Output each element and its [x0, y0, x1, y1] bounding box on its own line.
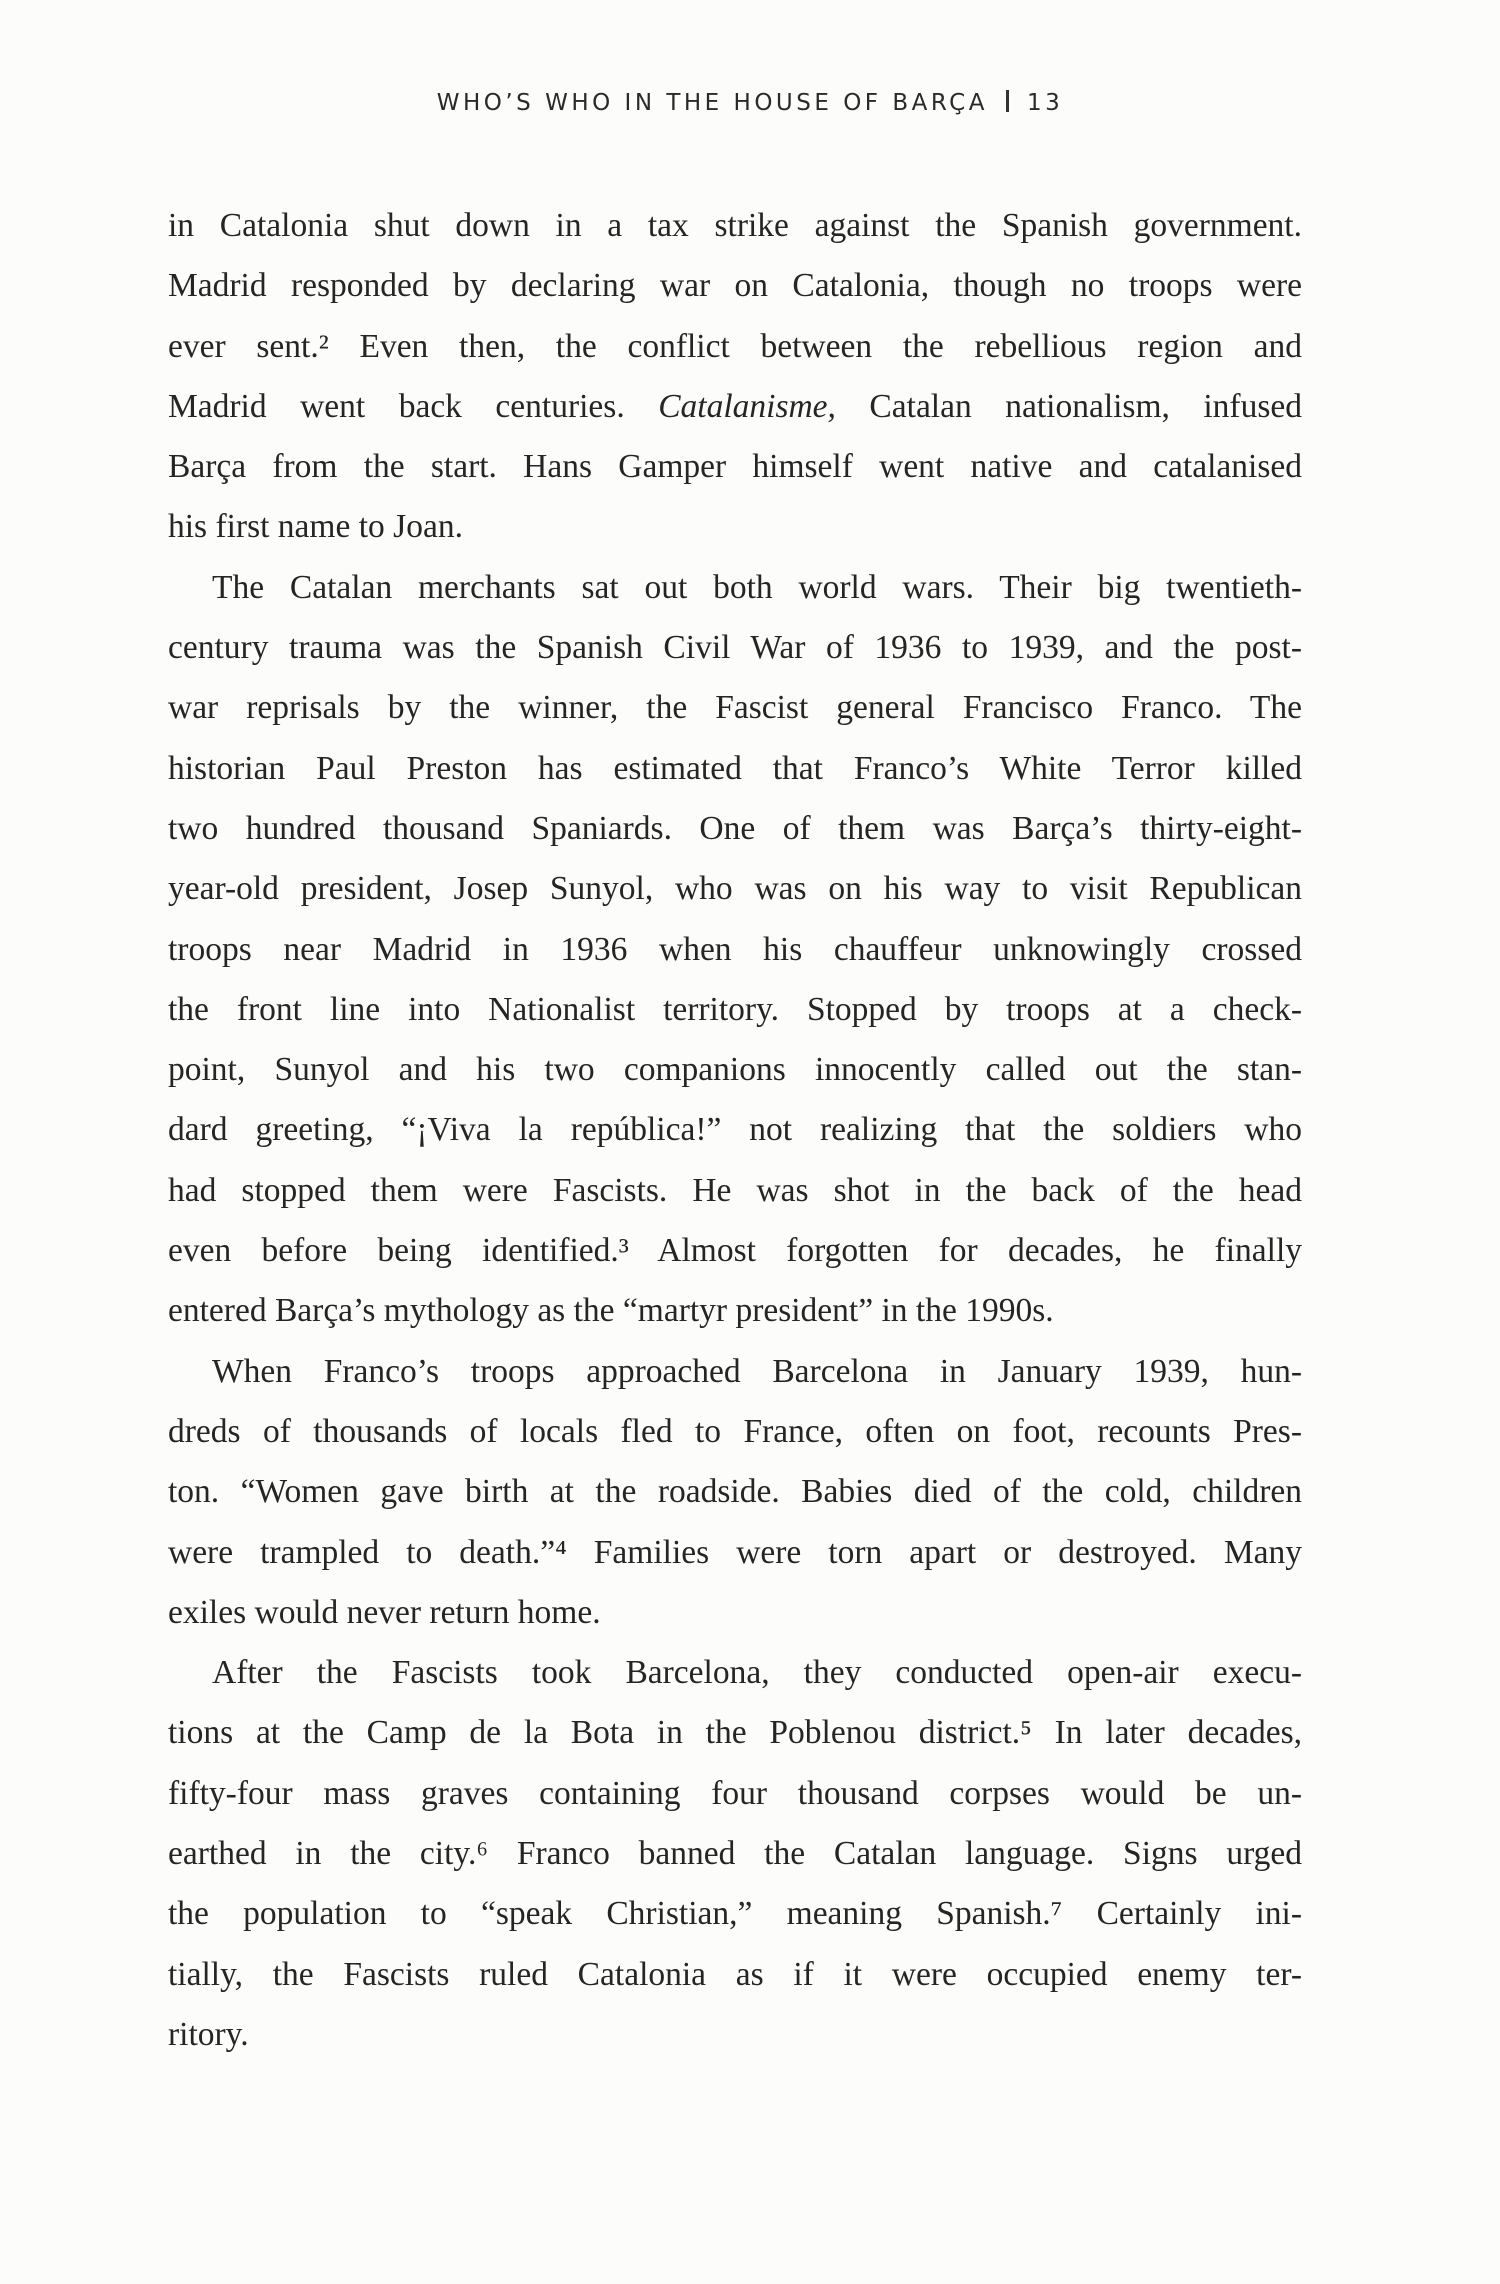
- text-line: When Franco’s troops approached Barcelona in January 1939, hun-: [212, 1352, 1302, 1390]
- paragraph: [168, 196, 1302, 558]
- text-line: war reprisals by the winner, the Fascist general Francisco Franco. The: [168, 689, 1302, 727]
- body-text: [168, 196, 1302, 2065]
- text-line: the front line into Nationalist territory. Stopped by troops at a check-: [168, 990, 1302, 1028]
- text-line: ton. “Women gave birth at the roadside. Babies died of the cold, children: [168, 1473, 1302, 1511]
- paragraph: [168, 558, 1302, 1342]
- text-line: entered Barça’s mythology as the “martyr president” in the 1990s.: [168, 1292, 1054, 1330]
- paragraph: [168, 1342, 1302, 1643]
- text-line: exiles would never return home.: [168, 1593, 601, 1631]
- text-line: in Catalonia shut down in a tax strike against the Spanish government.: [168, 207, 1302, 244]
- text-line: were trampled to death.”⁴ Families were torn apart or destroyed. Many: [168, 1533, 1302, 1571]
- text-line: [168, 377, 1302, 437]
- text-line: ever sent.² Even then, the conflict between the rebellious region and: [168, 327, 1302, 365]
- text-line: year-old president, Josep Sunyol, who was on his way to visit Republican: [168, 870, 1302, 908]
- text-segment: Madrid went back centuries.: [168, 387, 659, 425]
- text-segment: Catalan nationalism, infused: [835, 387, 1302, 425]
- text-line: dreds of thousands of locals fled to France, often on foot, recounts Pres-: [168, 1412, 1302, 1450]
- text-line: After the Fascists took Barcelona, they conducted open-air execu-: [212, 1654, 1302, 1692]
- text-line: century trauma was the Spanish Civil War of 1936 to 1939, and the post-: [168, 629, 1302, 667]
- running-header: [0, 90, 1500, 116]
- text-line: point, Sunyol and his two companions innocently called out the stan-: [168, 1051, 1302, 1089]
- text-line: two hundred thousand Spaniards. One of them was Barça’s thirty-eight-: [168, 809, 1302, 847]
- text-line: earthed in the city.⁶ Franco banned the Catalan language. Signs urged: [168, 1835, 1302, 1873]
- text-line: fifty-four mass graves containing four thousand corpses would be un-: [168, 1774, 1302, 1812]
- text-line: even before being identified.³ Almost forgotten for decades, he finally: [168, 1232, 1302, 1270]
- text-line: Barça from the start. Hans Gamper himself went native and catalanised: [168, 448, 1302, 486]
- text-line: tially, the Fascists ruled Catalonia as if it were occupied enemy ter-: [168, 1955, 1302, 1993]
- text-line: his first name to Joan.: [168, 508, 463, 546]
- text-line: had stopped them were Fascists. He was shot in the back of the head: [168, 1171, 1302, 1209]
- text-line: the population to “speak Christian,” meaning Spanish.⁷ Certainly ini-: [168, 1895, 1302, 1933]
- text-line: tions at the Camp de la Bota in the Poblenou district.⁵ In later decades,: [168, 1714, 1302, 1752]
- text-line: Madrid responded by declaring war on Catalonia, though no troops were: [168, 267, 1302, 305]
- text-line: dard greeting, “¡Viva la república!” not realizing that the soldiers who: [168, 1111, 1302, 1149]
- text-line: The Catalan merchants sat out both world wars. Their big twentieth-: [212, 568, 1302, 606]
- text-line: ritory.: [168, 2015, 249, 2053]
- text-line: historian Paul Preston has estimated that Franco’s White Terror killed: [168, 749, 1302, 787]
- page-number: 13: [1026, 90, 1064, 116]
- header-separator: [1006, 90, 1009, 112]
- text-line: troops near Madrid in 1936 when his chauffeur unknowingly crossed: [168, 930, 1302, 968]
- italic-term: Catalanisme,: [658, 387, 836, 425]
- running-title: WHO’S WHO IN THE HOUSE OF BARÇA: [436, 90, 988, 116]
- paragraph: [168, 1643, 1302, 2065]
